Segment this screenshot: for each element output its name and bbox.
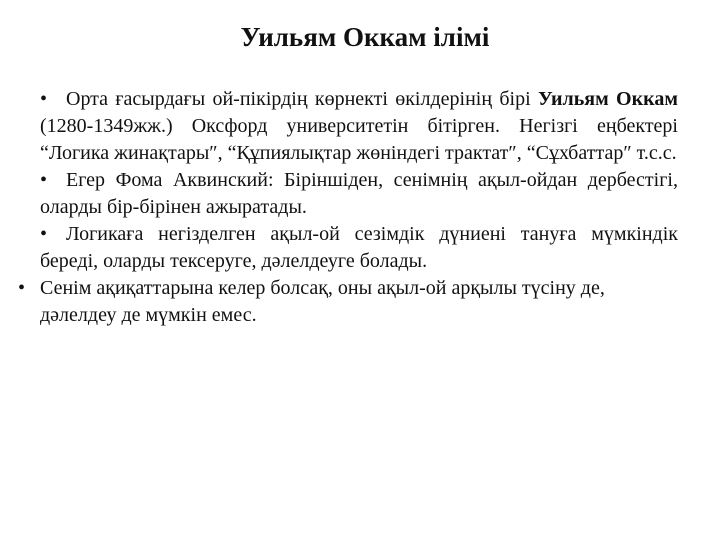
bullet-marker: •: [18, 277, 26, 299]
bullet-marker: •: [40, 223, 48, 245]
slide-content: [18, 86, 678, 329]
bullet-item-4: [18, 275, 678, 329]
bullet-2-text: Егер Фома Аквинский: Біріншіден, сенімнің ақыл-ойдан дербестігі, оларды бір-бірінен ажыратады.: [40, 169, 678, 218]
bullet-marker: •: [40, 169, 48, 191]
bullet-item-2: [18, 167, 678, 221]
bullet-item-1: [18, 86, 678, 167]
bullet-3-text: Логикаға негізделген ақыл-ой сезімдік дүниені тануға мүмкіндік береді, оларды тексеруге, дәлелдеуге болады.: [40, 223, 678, 272]
slide-title: Уильям Оккам ілімі: [240, 22, 490, 52]
bullet-4-text: Сенім ақиқаттарына келер болсақ, оны ақыл-ой арқылы түсіну де, дәлелдеу де мүмкін емес.: [40, 277, 605, 326]
bullet-marker: •: [40, 88, 48, 110]
bullet-item-3: [18, 221, 678, 275]
bullet-1-name-bold: Уильям Оккам: [537, 88, 678, 110]
bullet-1-lead-text: Орта ғасырдағы ой-пікірдің көрнекті өкілдерінің бірі: [66, 88, 538, 110]
bullet-1-tail-text: (1280-1349жж.) Оксфорд университетін бітірген. Негізгі еңбектері “Логика жинақтары″, “Құпиялықтар жөніндегі трактат″, “Сұхбаттар″ т.с.с.: [40, 115, 678, 164]
